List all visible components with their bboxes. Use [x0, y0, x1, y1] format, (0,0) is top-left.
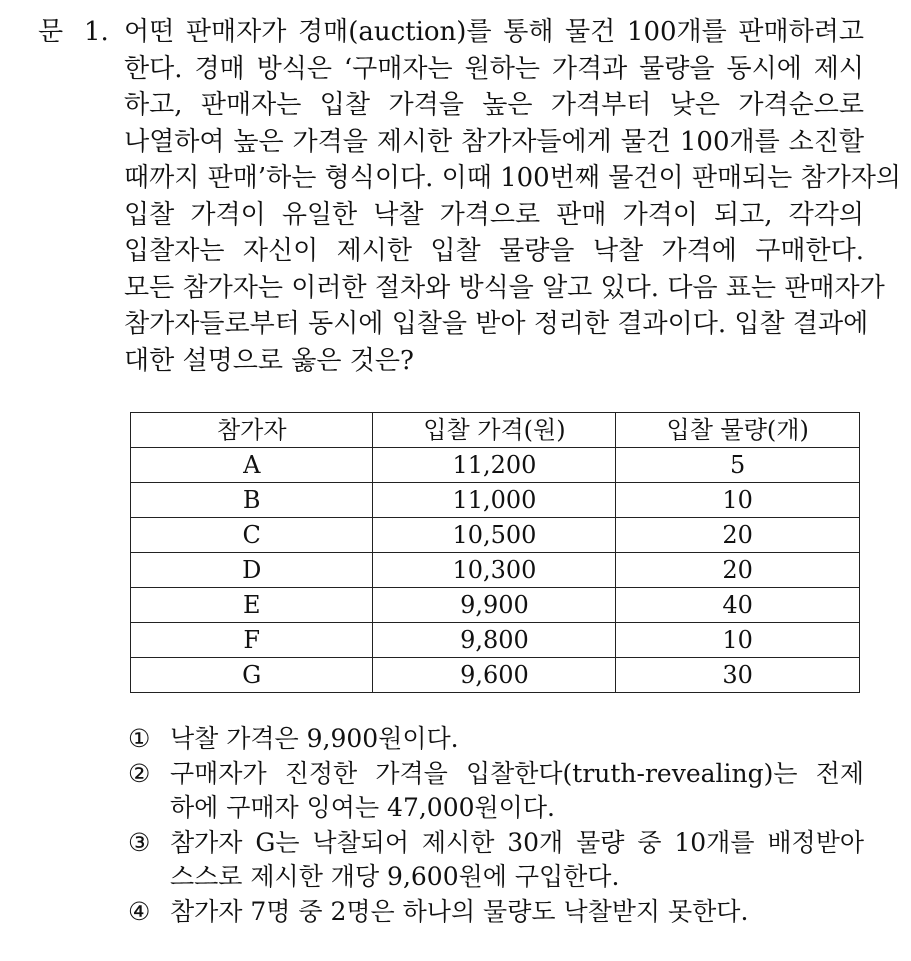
- option-text: 구매자가 진정한 가격을 입찰한다(truth-revealing)는 전제: [170, 758, 864, 788]
- quantity-cell: 20: [616, 518, 860, 553]
- question-number: 1.: [84, 17, 109, 47]
- option-text: 참가자 7명 중 2명은 하나의 물량도 낙찰받지 못한다.: [170, 896, 749, 926]
- price-cell: 9,800: [373, 623, 616, 658]
- quantity-cell: 40: [616, 588, 860, 623]
- price-cell: 10,500: [373, 518, 616, 553]
- stem-line: 대한 설명으로 옳은 것은?: [124, 345, 414, 376]
- answer-option-2[interactable]: [128, 757, 864, 826]
- quantity-cell: 10: [616, 623, 860, 658]
- answer-option-3[interactable]: [128, 826, 864, 895]
- option-text: 낙찰 가격은 9,900원이다.: [170, 724, 459, 753]
- participant-cell: F: [131, 623, 373, 658]
- price-cell: 10,300: [373, 553, 616, 588]
- table-row: [131, 588, 860, 623]
- header-participant: 참가자: [131, 413, 373, 448]
- stem-line: 입찰자는 자신이 제시한 입찰 물량을 낙찰 가격에 구매한다.: [124, 236, 864, 266]
- table-row: [131, 448, 860, 483]
- stem-line: 참가자들로부터 동시에 입찰을 받아 정리한 결과이다. 입찰 결과에: [124, 309, 869, 339]
- table-row: [131, 518, 860, 553]
- option-marker: ③: [128, 827, 151, 857]
- stem-line: 한다. 경매 방식은 ‘구매자는 원하는 가격과 물량을 동시에 제시: [124, 53, 864, 84]
- answer-option-4[interactable]: [128, 895, 864, 930]
- quantity-cell: 30: [616, 658, 860, 693]
- quantity-cell: 5: [616, 448, 860, 483]
- header-bid-price: 입찰 가격(원): [373, 413, 616, 448]
- table-row: [131, 658, 860, 693]
- participant-cell: G: [131, 658, 373, 693]
- answer-option-1[interactable]: [128, 722, 864, 757]
- price-cell: 11,200: [373, 448, 616, 483]
- option-marker: ④: [128, 896, 151, 926]
- quantity-cell: 20: [616, 553, 860, 588]
- participant-cell: C: [131, 518, 373, 553]
- participant-cell: D: [131, 553, 373, 588]
- header-bid-quantity: 입찰 물량(개): [616, 413, 860, 448]
- table-row: [131, 483, 860, 518]
- stem-line: 입찰 가격이 유일한 낙찰 가격으로 판매 가격이 되고, 각각의: [124, 199, 864, 230]
- option-marker: ①: [128, 724, 151, 753]
- stem-line: 모든 참가자는 이러한 절차와 방식을 알고 있다. 다음 표는 판매자가: [124, 272, 885, 303]
- price-cell: 9,600: [373, 658, 616, 693]
- answer-options: [128, 722, 864, 929]
- participant-cell: A: [131, 448, 373, 483]
- stem-line: 하고, 판매자는 입찰 가격을 높은 가격부터 낮은 가격순으로: [124, 90, 864, 120]
- participant-cell: E: [131, 588, 373, 623]
- bid-results-table: [130, 412, 860, 693]
- price-cell: 11,000: [373, 483, 616, 518]
- question-stem: [124, 14, 902, 379]
- stem-line: 어떤 판매자가 경매(auction)를 통해 물건 100개를 판매하려고: [124, 17, 864, 47]
- stem-line: 나열하여 높은 가격을 제시한 참가자들에게 물건 100개를 소진할: [124, 126, 864, 157]
- participant-cell: B: [131, 483, 373, 518]
- option-text: 스스로 제시한 개당 9,600원에 구입한다.: [170, 862, 620, 891]
- option-text: 참가자 G는 낙찰되어 제시한 30개 물량 중 10개를 배정받아: [170, 827, 864, 857]
- table-header-row: [131, 413, 860, 448]
- quantity-cell: 10: [616, 483, 860, 518]
- table-row: [131, 623, 860, 658]
- question-label: 문: [38, 17, 64, 47]
- option-text: 하에 구매자 잉여는 47,000원이다.: [170, 793, 555, 822]
- stem-line: 때까지 판매’하는 형식이다. 이때 100번째 물건이 판매되는 참가자의: [124, 163, 902, 193]
- price-cell: 9,900: [373, 588, 616, 623]
- option-marker: ②: [128, 758, 151, 788]
- table-row: [131, 553, 860, 588]
